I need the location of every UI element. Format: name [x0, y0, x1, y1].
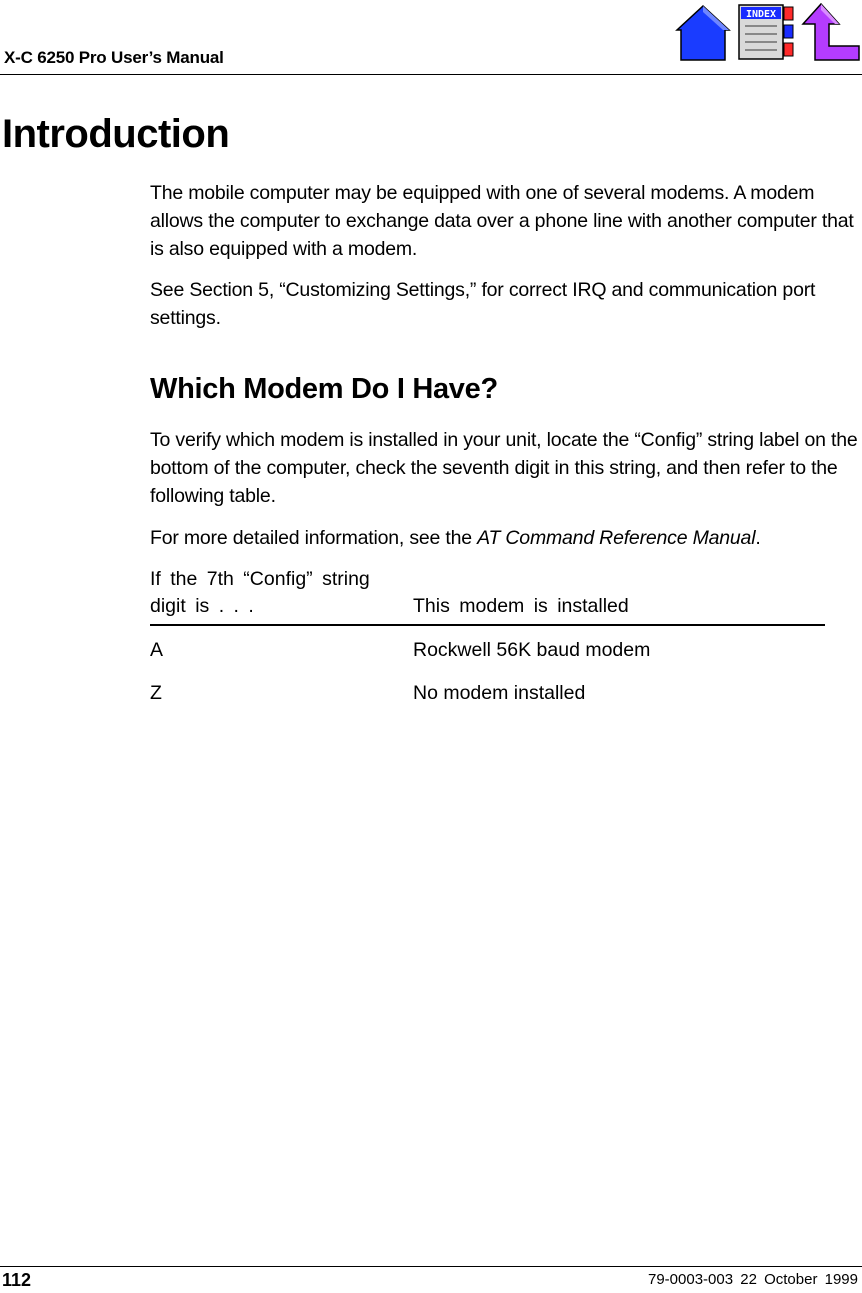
reference-manual-title: AT Command Reference Manual: [477, 527, 756, 549]
manual-title: X-C 6250 Pro User’s Manual: [4, 48, 224, 67]
table-cell-modem: Rockwell 56K baud modem: [413, 639, 651, 661]
intro-paragraph-1: The mobile computer may be equipped with one of several modems. A modem allows the computer to exchange data over a phone line with another computer that is also equipped with a modem.: [150, 182, 854, 260]
table-header-rule: [150, 624, 825, 626]
table-cell-modem: No modem installed: [413, 682, 586, 704]
reference-suffix: .: [755, 527, 761, 549]
footer-doc-info: [648, 1271, 858, 1288]
section-heading: Which Modem Do I Have?: [150, 373, 498, 405]
table-cell-digit: Z: [150, 682, 162, 704]
index-icon[interactable]: [737, 2, 797, 62]
header-rule: [0, 74, 862, 75]
index-label: INDEX: [745, 9, 777, 20]
doc-date: 22 October 1999: [740, 1271, 858, 1288]
page-number: 112: [2, 1270, 32, 1290]
page-title: Introduction: [2, 112, 230, 156]
modem-paragraph-2: [150, 524, 862, 552]
footer-rule: [0, 1266, 862, 1267]
back-arrow-icon[interactable]: [801, 2, 861, 62]
table-cell-digit: A: [150, 639, 164, 661]
modem-paragraph-1: To verify which modem is installed in your unit, locate the “Config” string label on the bottom of the computer, check the seventh digit in this string, and then refer to the following table.: [150, 429, 858, 507]
home-icon[interactable]: [675, 2, 731, 62]
intro-paragraph-2: See Section 5, “Customizing Settings,” for correct IRQ and communication port settings.: [150, 279, 816, 329]
doc-id: 79-0003-003: [648, 1271, 734, 1288]
table-header-digit: If the 7th “Config” string digit is . . .: [150, 568, 370, 617]
reference-prefix: For more detailed information, see the: [150, 527, 478, 549]
table-header-modem: This modem is installed: [413, 595, 629, 617]
